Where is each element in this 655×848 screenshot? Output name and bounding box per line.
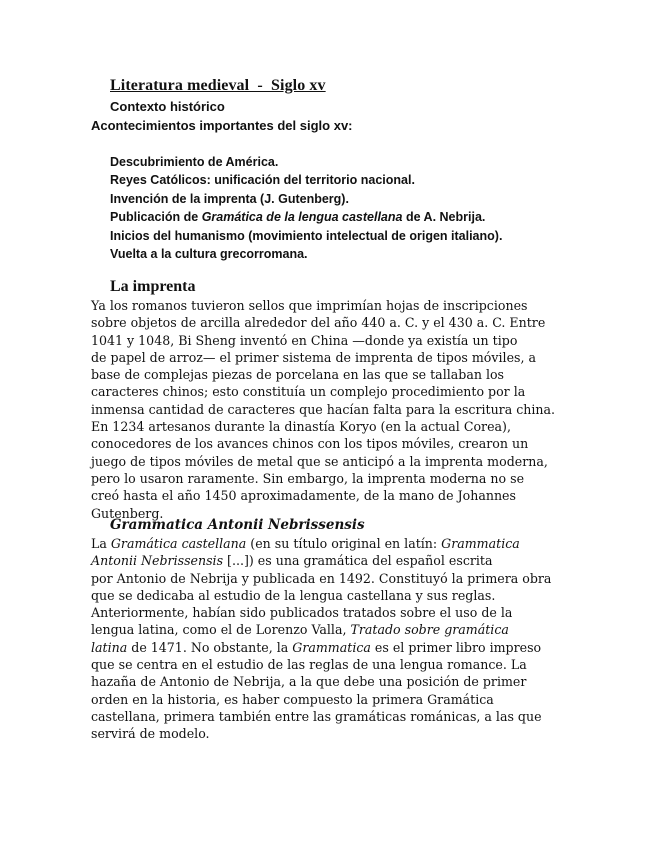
- text-line: creó hasta el año 1450 aproximadamente, de la mano de Johannes: [91, 488, 516, 504]
- text-line: [91, 587, 561, 604]
- text-line: base de complejas piezas de porcelana en las que se tallaban los: [91, 367, 505, 383]
- text-line: [91, 535, 561, 552]
- text-line: juego de tipos móviles de metal que se anticipó a la imprenta moderna,: [91, 453, 548, 469]
- text-line: Gutenberg.: [91, 505, 164, 521]
- text-run: hazaña de Antonio de Nebrija, a la que debe una posición de primer: [91, 674, 527, 690]
- book-title: Tratado sobre gramática: [350, 622, 509, 638]
- text-line: [91, 639, 561, 656]
- text-line: Ya los romanos tuvieron sellos que imprimían hojas de inscripciones: [91, 298, 528, 313]
- text-line: 1041 y 1048, Bi Sheng inventó en China —donde ya existía un tipo: [91, 332, 518, 348]
- text-line: [91, 725, 561, 742]
- text-run: Anteriormente, habían sido publicados tratados sobre el uso de la: [91, 605, 513, 621]
- book-title: Grammatica: [292, 639, 371, 655]
- text-run: castellana, primera también entre las gramáticas románicas, a las que: [91, 708, 542, 724]
- text-run: [...]) es una gramática del español escrita: [223, 553, 493, 569]
- section-heading-imprenta: La imprenta: [110, 278, 196, 295]
- text-run: por Antonio de Nebrija y publicada en 1492. Constituyó la primera obra: [91, 570, 552, 586]
- text-line: [91, 708, 561, 725]
- event-item: Descubrimiento de América.: [110, 155, 279, 169]
- text-run: que se centra en el estudio de las reglas de una lengua romance. La: [91, 657, 527, 673]
- text-run: La: [91, 536, 111, 551]
- text-line: [91, 621, 561, 638]
- text-run: es el primer libro impreso: [370, 639, 542, 655]
- book-title: Gramática de la lengua castellana: [201, 210, 403, 225]
- imprenta-paragraph: [91, 297, 561, 522]
- event-item: Vuelta a la cultura grecorromana.: [110, 247, 308, 262]
- text-line: conocedores de los avances chinos con los tipos móviles, crearon un: [91, 436, 529, 452]
- text-line: [91, 604, 561, 621]
- grammatica-paragraph: [91, 535, 561, 743]
- event-item: Inicios del humanismo (movimiento intelectual de origen italiano).: [110, 228, 503, 243]
- text-line: [91, 570, 561, 587]
- text-line: pero lo usaron raramente. Sin embargo, la imprenta moderna no se: [91, 470, 525, 486]
- text-run: orden en la historia, es haber compuesto la primera Gramática: [91, 691, 494, 707]
- text-line: sobre objetos de arcilla alrededor del año 440 a. C. y el 430 a. C. Entre: [91, 315, 546, 331]
- section-heading-grammatica: Grammatica Antonii Nebrissensis: [110, 517, 365, 533]
- event-item: Reyes Católicos: unificación del territorio nacional.: [110, 173, 415, 188]
- text-line: caracteres chinos; esto constituía un complejo procedimiento por la: [91, 384, 526, 400]
- text-run: servirá de modelo.: [91, 726, 210, 742]
- text-run: que se dedicaba al estudio de la lengua castellana y sus reglas.: [91, 587, 496, 603]
- text-line: [91, 552, 561, 569]
- page-title: Literatura medieval - Siglo xv: [110, 77, 326, 94]
- text-line: En 1234 artesanos durante la dinastía Koryo (en la actual Corea),: [91, 419, 511, 435]
- text-run: lengua latina, como el de Lorenzo Valla,: [91, 622, 351, 638]
- event-item: [110, 208, 502, 226]
- text-line: de papel de arroz— el primer sistema de imprenta de tipos móviles, a: [91, 349, 536, 365]
- text-line: [91, 673, 561, 690]
- section-subtitle: Contexto histórico: [110, 99, 225, 114]
- book-title: Gramática castellana: [110, 536, 247, 551]
- text-line: [91, 656, 561, 673]
- text-line: [91, 691, 561, 708]
- event-text: de A. Nebrija.: [402, 210, 486, 225]
- text-line: inmensa cantidad de caracteres que hacían falta para la escritura china.: [91, 401, 556, 417]
- event-item: Invención de la imprenta (J. Gutenberg).: [110, 191, 349, 206]
- text-run: (en su título original en latín:: [246, 536, 442, 551]
- text-run: de 1471. No obstante, la: [127, 639, 293, 655]
- event-text: Publicación de: [110, 210, 202, 225]
- book-title: Antonii Nebrissensis: [91, 553, 224, 569]
- book-title: Grammatica: [441, 536, 520, 551]
- events-list: [110, 153, 502, 263]
- events-intro: Acontecimientos importantes del siglo xv:: [91, 118, 353, 133]
- book-title: latina: [91, 639, 128, 655]
